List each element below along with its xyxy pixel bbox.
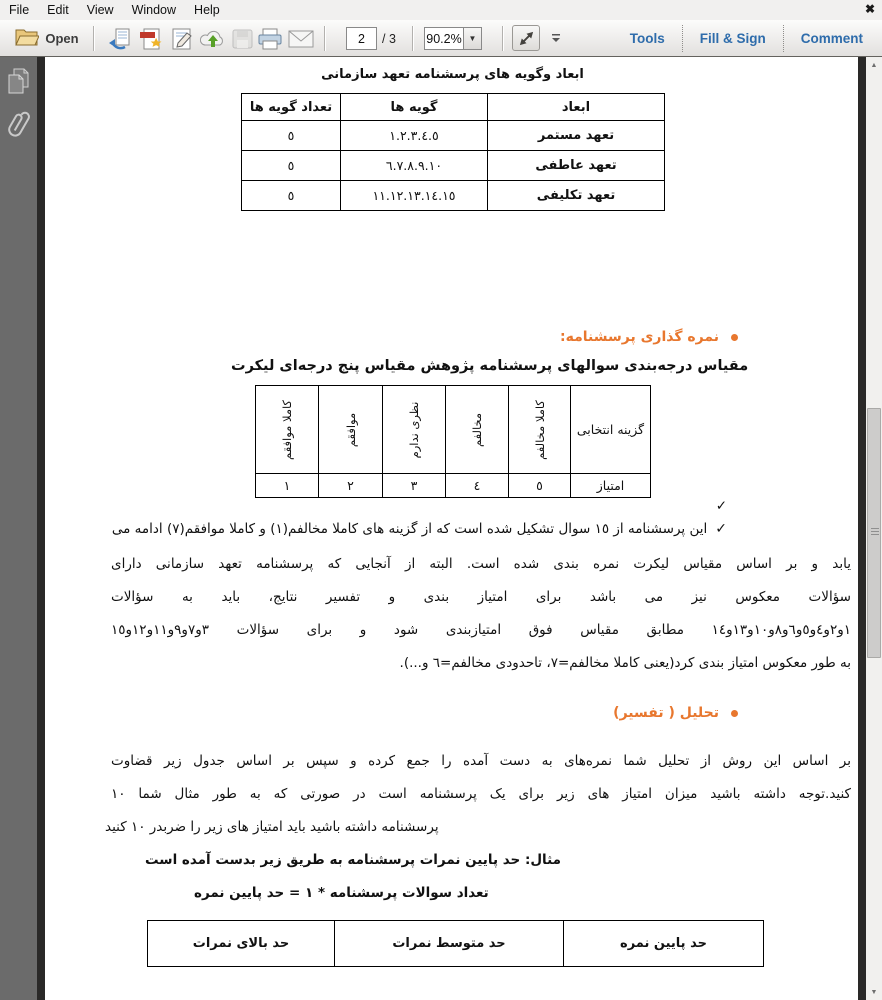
- col-low-score: حد پایین نمره: [564, 921, 764, 967]
- page-thumbnails-icon[interactable]: [7, 68, 30, 100]
- table-cell: ٢: [319, 474, 383, 498]
- pdf-page: [45, 57, 858, 1000]
- menu-view[interactable]: View: [86, 3, 114, 17]
- close-icon[interactable]: ✖: [864, 2, 875, 16]
- bullet-icon: [731, 334, 738, 341]
- document-background: [858, 57, 866, 1000]
- menu-file[interactable]: File: [9, 3, 30, 17]
- create-pdf-icon[interactable]: [137, 25, 165, 52]
- menu-help[interactable]: Help: [194, 3, 220, 17]
- table-cell: تعهد مستمر: [488, 121, 665, 151]
- cloud-upload-icon[interactable]: [199, 25, 227, 52]
- page-total-label: / 3: [382, 32, 396, 46]
- table-row: [242, 181, 665, 211]
- table-cell: ٥: [242, 181, 341, 211]
- checklist-line: به طور معکوس امتیاز بندی کرد(یعنی کاملا مخالفم=٧، تاحدودی مخالفم=٦ و...).: [399, 655, 851, 671]
- scrollbar-grip: [871, 531, 879, 532]
- comment-button[interactable]: Comment: [800, 30, 863, 46]
- option-agree: موافقم: [343, 412, 358, 447]
- tools-button[interactable]: Tools: [629, 30, 665, 46]
- table1-title: ابعاد وگویه های پرسشنامه تعهد سازمانی: [321, 67, 584, 82]
- table-cell: ١.٢.٣.٤.٥: [341, 121, 488, 151]
- score-header-cell: امتیاز: [571, 474, 651, 498]
- open-folder-icon: [15, 27, 39, 51]
- document-background: [37, 57, 45, 1000]
- table-row: [242, 121, 665, 151]
- paragraph-line: تعداد سوالات پرسشنامه * ١ = حد پایین نمره: [194, 885, 489, 901]
- zoom-dropdown-button[interactable]: ▼: [464, 27, 482, 50]
- menu-edit[interactable]: Edit: [47, 3, 69, 17]
- checklist-line: سؤالات معکوس نیز می باشد برای امتیاز بندی و تفسیر نتایج، باید به سؤالات: [111, 589, 851, 605]
- toolbar-separator: [502, 26, 503, 51]
- paragraph-line: کنید.توجه داشته باشید میزان امتیاز های زیر برای یک پرسشنامه است در صورتی که به طور مثال شما ١٠: [111, 786, 851, 802]
- checkmark-icon: ✓: [715, 521, 727, 537]
- zoom-level-input[interactable]: 90.2%: [424, 27, 464, 50]
- toolbar: [0, 20, 882, 57]
- scroll-up-icon[interactable]: ▲: [870, 61, 878, 69]
- checklist-line: [112, 521, 727, 537]
- send-file-icon[interactable]: [106, 25, 134, 52]
- menu-window[interactable]: Window: [131, 3, 177, 17]
- checklist-line: یابد و بر اساس مقیاس لیکرت نمره بندی شده است. البته از آنجایی که پرسشنامه تعهد سازمانی دارای: [111, 556, 851, 572]
- analysis-heading: [613, 705, 738, 721]
- paragraph-line: مثال: حد پایین نمرات پرسشنامه به طریق زیر بدست آمده است: [145, 852, 561, 868]
- attachments-paperclip-icon[interactable]: [7, 109, 32, 150]
- likert-scale-table: [255, 385, 651, 498]
- table-cell: ٦.٧.٨.٩.١٠: [341, 151, 488, 181]
- table1-col-dimensions: ابعاد: [488, 94, 665, 121]
- table-cell: ٥: [242, 151, 341, 181]
- option-strongly-disagree: کاملا مخالفم: [532, 399, 547, 460]
- save-icon[interactable]: [229, 25, 255, 52]
- fill-sign-button[interactable]: Fill & Sign: [699, 30, 766, 46]
- table-cell: تعهد عاطفی: [488, 151, 665, 181]
- analysis-heading-label: تحلیل ( تفسیر): [613, 705, 719, 721]
- scrollbar-thumb[interactable]: [867, 408, 881, 658]
- toolbar-right-group: [613, 20, 880, 56]
- toolbar-separator: [324, 26, 325, 51]
- table-cell: ٣: [383, 474, 446, 498]
- option-header-cell: گزینه انتخابی: [571, 386, 651, 474]
- checklist-line-text: این پرسشنامه از ١٥ سوال تشکیل شده است که از گزینه های کاملا مخالفم(١) و کاملا موافقم(٧) ادامه می: [111, 521, 708, 537]
- table-cell: ٤: [446, 474, 509, 498]
- paragraph-line: پرسشنامه داشته باشید باید امتیاز های زیر را ضربدر ١٠ کنید: [105, 819, 439, 835]
- menu-bar: [0, 0, 882, 20]
- option-no-opinion: نظری ندارم: [407, 401, 421, 458]
- toolbar-separator: [93, 26, 94, 51]
- toolbar-separator: [412, 26, 413, 51]
- dimensions-table: [241, 93, 665, 211]
- paragraph-line: بر اساس این روش از تحلیل شما نمره‌های به دست آمده را جمع کرده و سپس بر اساس جدول زیر قضاوت: [111, 753, 851, 769]
- sign-document-icon[interactable]: [168, 25, 196, 52]
- scoring-heading-label: نمره گذاری پرسشنامه:: [560, 329, 719, 345]
- score-limits-table: [147, 920, 764, 967]
- scroll-down-icon[interactable]: ▼: [870, 988, 878, 996]
- col-high-score: حد بالای نمرات: [148, 921, 335, 967]
- navigation-pane: [0, 57, 37, 1000]
- table-cell: ٥: [242, 121, 341, 151]
- option-disagree: مخالفم: [470, 412, 484, 447]
- table-cell: ١: [256, 474, 319, 498]
- table-row: [256, 474, 651, 498]
- vertical-scrollbar[interactable]: [866, 57, 882, 1000]
- table-cell: ١١.١٢.١٣.١٤.١٥: [341, 181, 488, 211]
- fit-window-icon[interactable]: [512, 25, 540, 51]
- open-button[interactable]: [8, 25, 86, 52]
- bullet-icon: [731, 710, 738, 717]
- table1-col-count: تعداد گویه ها: [242, 94, 341, 121]
- option-strongly-agree: کاملا موافقم: [280, 399, 294, 460]
- toolbar-overflow-icon[interactable]: [548, 25, 564, 52]
- open-button-label: Open: [45, 31, 79, 46]
- table-row: [242, 151, 665, 181]
- checkmark-icon: ✓: [715, 498, 727, 514]
- page-number-input[interactable]: 2: [346, 27, 377, 50]
- table-cell: ٥: [509, 474, 571, 498]
- print-icon[interactable]: [255, 25, 285, 52]
- checklist-line: ١و٢و٤و٥و٦و٨و١٠و١٣و١٤ مطابق مقیاس فوق امتیازبندی شود و برای سؤالات ٣و٧و٩و١١و١٢و١٥: [111, 622, 851, 638]
- table1-col-items: گویه ها: [341, 94, 488, 121]
- scoring-heading: [560, 329, 738, 345]
- table-cell: تعهد تکلیفی: [488, 181, 665, 211]
- likert-table-title: مقیاس درجه‌بندی سوالهای پرسشنامه پژوهش مقیاس پنج درجه‌ای لیکرت: [231, 358, 749, 374]
- col-mid-score: حد متوسط نمرات: [335, 921, 564, 967]
- email-icon[interactable]: [286, 25, 316, 52]
